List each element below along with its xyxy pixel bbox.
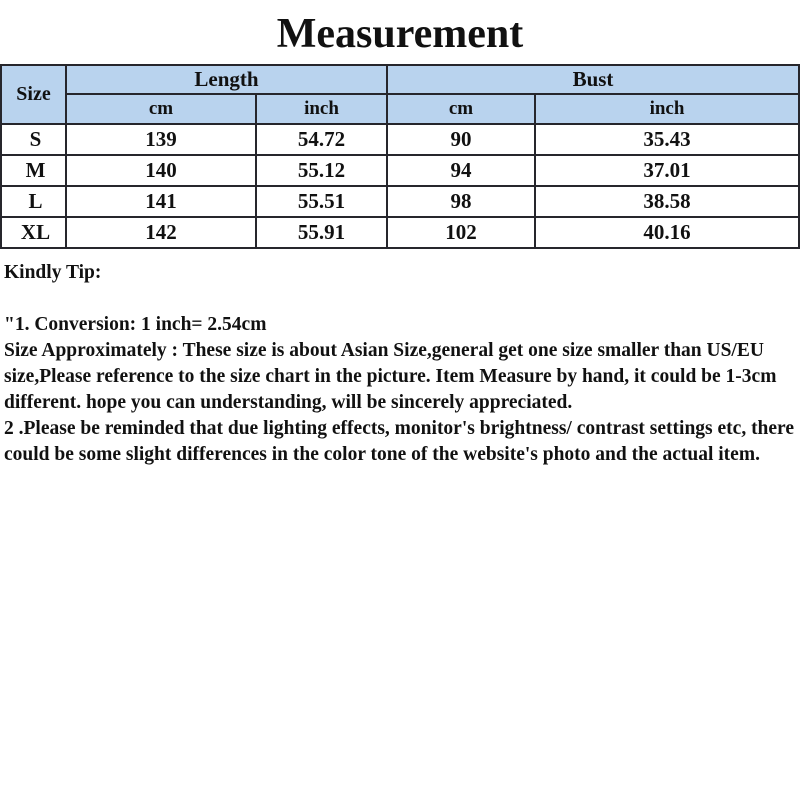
table-header-row-units: [1, 94, 799, 124]
cell-bust-cm: 98: [387, 186, 535, 217]
table-body: [1, 124, 799, 248]
note-conversion: "1. Conversion: 1 inch= 2.54cm: [4, 314, 267, 335]
cell-length-inch: 54.72: [256, 124, 387, 155]
table-header-row-groups: [1, 65, 799, 94]
cell-size: L: [1, 186, 66, 217]
cell-bust-inch: 37.01: [535, 155, 799, 186]
table-row: [1, 217, 799, 248]
column-header-length-cm: cm: [66, 94, 256, 124]
column-header-bust-cm: cm: [387, 94, 535, 124]
column-group-header-length: Length: [66, 65, 387, 94]
table-row: [1, 186, 799, 217]
cell-bust-cm: 90: [387, 124, 535, 155]
cell-bust-cm: 94: [387, 155, 535, 186]
cell-bust-inch: 40.16: [535, 217, 799, 248]
cell-length-inch: 55.91: [256, 217, 387, 248]
kindly-tip-section: [0, 249, 800, 468]
note-color-tone: 2 .Please be reminded that due lighting effects, monitor's brightness/ contrast settings etc, there could be some slight differences in the color tone of the website's photo and the actual item.: [4, 418, 795, 465]
column-header-size: Size: [1, 65, 66, 124]
table-header: [1, 65, 799, 124]
cell-length-inch: 55.51: [256, 186, 387, 217]
cell-length-inch: 55.12: [256, 155, 387, 186]
page-title: Measurement: [276, 11, 524, 57]
column-header-bust-inch: inch: [535, 94, 799, 124]
cell-length-cm: 141: [66, 186, 256, 217]
cell-length-cm: 139: [66, 124, 256, 155]
cell-size: M: [1, 155, 66, 186]
cell-length-cm: 142: [66, 217, 256, 248]
note-size-approximately: Size Approximately : These size is about Asian Size,general get one size smaller than US/EU size,Please reference to the size chart in the picture. Item Measure by hand, it could be 1-3cm different. hope you can understanding, will be sincerely appreciated.: [4, 340, 777, 413]
cell-bust-inch: 38.58: [535, 186, 799, 217]
measurement-table: [0, 64, 800, 249]
cell-bust-inch: 35.43: [535, 124, 799, 155]
cell-size: XL: [1, 217, 66, 248]
kindly-tip-heading: Kindly Tip:: [4, 262, 102, 283]
table-row: [1, 155, 799, 186]
cell-length-cm: 140: [66, 155, 256, 186]
table-row: [1, 124, 799, 155]
column-header-length-inch: inch: [256, 94, 387, 124]
cell-bust-cm: 102: [387, 217, 535, 248]
column-group-header-bust: Bust: [387, 65, 799, 94]
cell-size: S: [1, 124, 66, 155]
